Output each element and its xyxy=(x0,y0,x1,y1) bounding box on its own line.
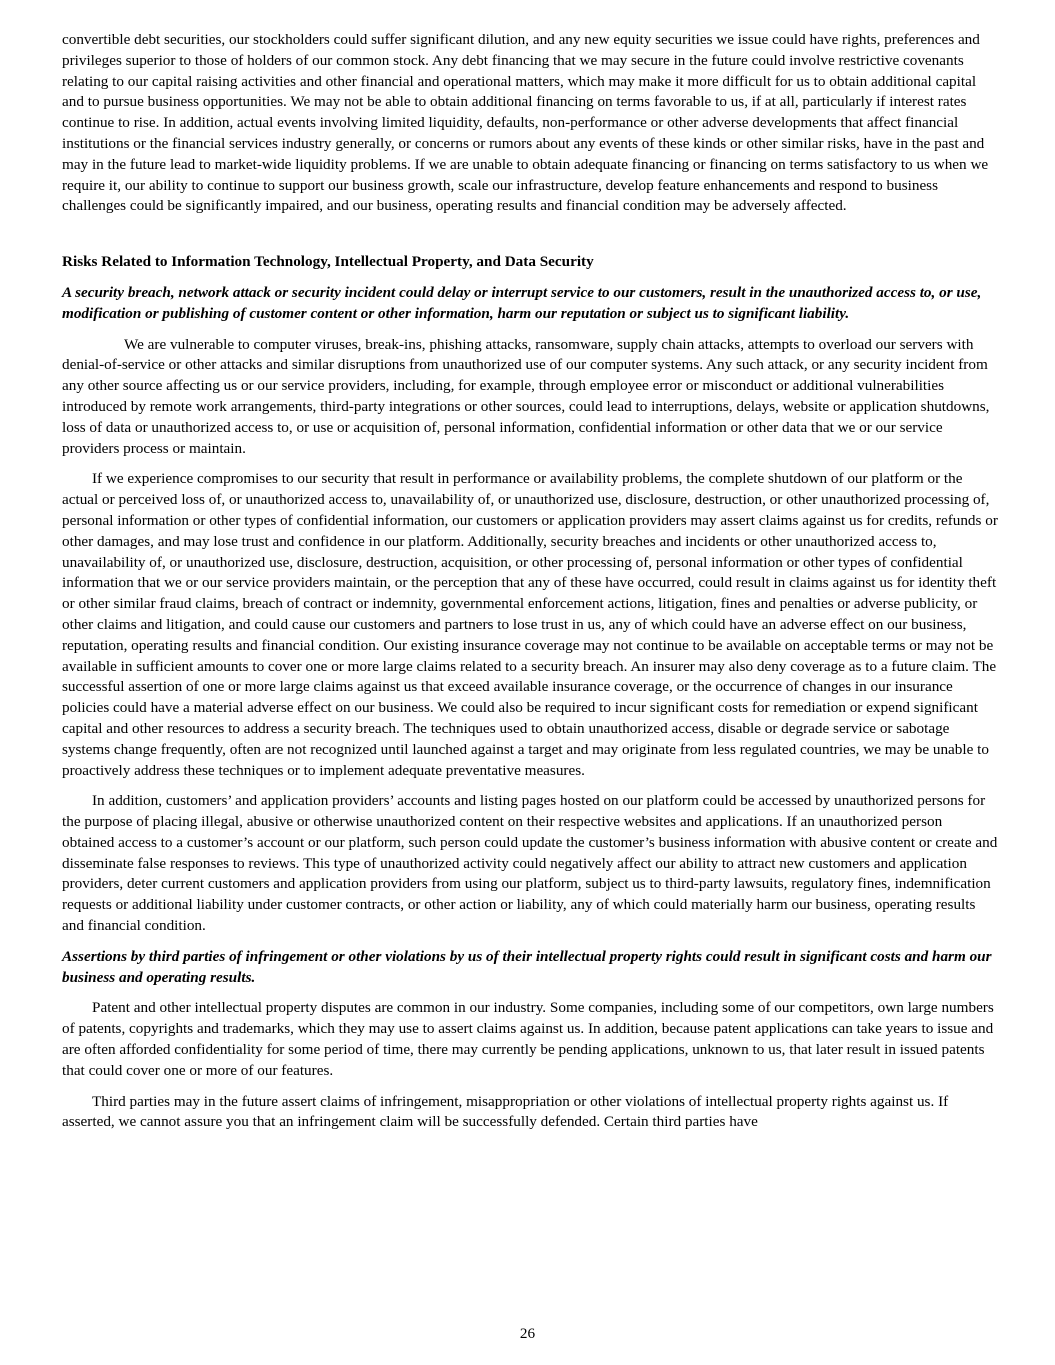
page-number: 26 xyxy=(519,1325,536,1342)
continuation-paragraph: convertible debt securities, our stockholders could suffer significant dilution, and any new equity securities we issue could have rights, preferences and privileges superior to those of holders of our common stock. Any debt financing that we may secure in the future could involve restrictive covenants relating to our capital raising activities and other financial and operational matters, which may make it more difficult for us to obtain additional capital and to pursue business opportunities. We may not be able to obtain additional financing on terms favorable to us, if at all, particularly if interest rates continue to rise. In addition, actual events involving limited liquidity, defaults, non-performance or other adverse developments that affect financial institutions or the financial services industry generally, or concerns or rumors about any events of these kinds or other similar risks, have in the past and may in the future lead to market-wide liquidity problems. If we are unable to obtain adequate financing or financing on terms satisfactory to us when we require it, our ability to continue to support our business growth, scale our infrastructure, develop feature enhancements and respond to business challenges could be significantly impaired, and our business, operating results and financial condition may be adversely affected. xyxy=(62,31,989,215)
body-paragraph: Patent and other intellectual property disputes are common in our industry. Some companies, including some of our competitors, own large numbers of patents, copyrights and trademarks, which they may use to assert claims against us. In addition, because patent applications can take years to issue and are often afforded confidentiality for some period of time, there may currently be pending applications, unknown to us, that later result in issued patents that could cover one or more of our features. xyxy=(62,999,994,1079)
body-paragraph: In addition, customers’ and application providers’ accounts and listing pages hosted on our platform could be accessed by unauthorized persons for the purpose of placing illegal, abusive or otherwise unauthorized content on their respective websites and applications. If an unauthorized person obtained access to a customer’s account or our platform, such person could update the customer’s business information with abusive content or create and disseminate false responses to reviews. This type of unauthorized activity could negatively affect our ability to attract new customers and application providers, deter current customers and application providers from using our platform, subject us to third-party lawsuits, regulatory fines, indemnification requests or additional liability under customer contracts, or other action or liability, any of which could materially harm our business, operating results and financial condition. xyxy=(62,792,998,935)
body-paragraph: If we experience compromises to our security that result in performance or availability problems, the complete shutdown of our platform or the actual or perceived loss of, or unauthorized access to, unavailability of, or unauthorized use, disclosure, destruction, or other unauthorized processing of, personal information or other types of confidential information, our customers or application providers may assert claims against us for credits, refunds or other damages, and may lose trust and confidence in our platform. Additionally, security breaches and incidents or other unauthorized access to, unavailability of, or unauthorized use, disclosure, destruction, acquisition, or other processing of, personal information or other types of confidential information that we or our service providers maintain, or the perception that any of these have occurred, could result in claims against us for identity theft or other similar fraud claims, breach of contract or indemnity, governmental enforcement actions, litigation, fines and penalties or adverse publicity, or other claims and litigation, and could cause our customers and partners to lose trust in us, any of which could have an adverse effect on our business, reputation, operating results and financial condition. Our existing insurance coverage may not continue to be available on acceptable terms or may not be available in sufficient amounts to cover one or more large claims related to a security breach. An insurer may also deny coverage as to a future claim. The successful assertion of one or more large claims against us that exceed available insurance coverage, or the occurrence of changes in our insurance policies could have a material adverse effect on our business. We could also be required to incur significant costs for remediation or expend significant capital and other resources to address a security breach. The techniques used to obtain unauthorized access, disable or degrade service or sabotage systems change frequently, often are not recognized until launched against a target and may originate from less regulated countries, we may be unable to proactively address these techniques or to implement adequate preventative measures. xyxy=(62,470,998,779)
body-paragraph: Third parties may in the future assert claims of infringement, misappropriation or other violations of intellectual property rights against us. If asserted, we cannot assure you that an infringement claim will be successfully defended. Certain third parties have xyxy=(62,1092,949,1131)
risk-factor-heading-security-breach: A security breach, network attack or security incident could delay or interrupt service to our customers, result in the unauthorized access to, or use, modification or publishing of customer content or other information, harm our reputation or subject us to significant liability. xyxy=(62,283,982,322)
body-paragraph: We are vulnerable to computer viruses, break-ins, phishing attacks, ransomware, supply chain attacks, attempts to overload our servers with denial-of-service or other attacks and similar disruptions from unauthorized use of our computer systems. Any such attack, or any security incident from any other source affecting us or our service providers, including, for example, through employee error or misconduct or additional vulnerabilities introduced by remote work arrangements, third-party integrations or other sources, could lead to interruptions, delays, website or application shutdowns, loss of data or unauthorized access to, or use or acquisition of, personal information, confidential information or other data that we or our service providers process or maintain. xyxy=(62,335,990,457)
document-page xyxy=(62,30,998,1143)
section-heading: Risks Related to Information Technology, Intellectual Property, and Data Security xyxy=(62,253,594,271)
risk-factor-heading-ip-infringement: Assertions by third parties of infringement or other violations by us of their intellectual property rights could result in significant costs and harm our business and operating results. xyxy=(62,947,992,986)
